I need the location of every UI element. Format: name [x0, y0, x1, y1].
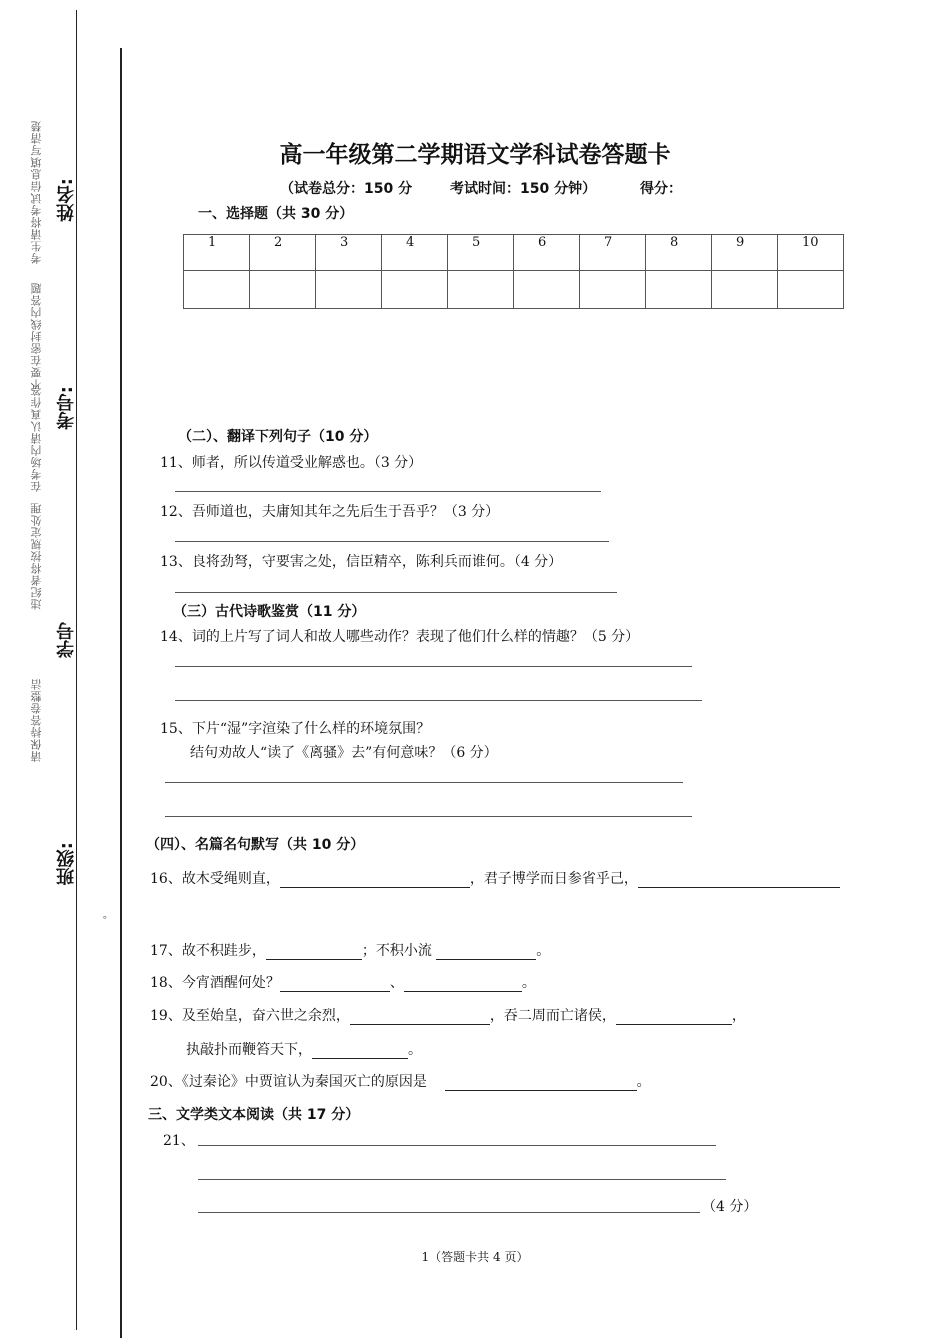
q20-text-a: 20、《过秦论》中贾谊认为秦国灭亡的原因是 — [150, 1074, 427, 1090]
q17-end: 。 — [536, 943, 551, 959]
section2-heading: （二）、翻译下列句子（10 分） — [178, 429, 378, 445]
answer-line-21a[interactable] — [198, 1145, 716, 1146]
page-number: 1（答题卡共 4 页） — [421, 1250, 529, 1264]
side-note-4: 违纪者将按规定处理 — [30, 502, 43, 610]
mc-col-2: 2 — [250, 235, 316, 271]
section1-heading: 一、选择题（共 30 分） — [198, 206, 354, 222]
question-19 — [150, 1005, 746, 1025]
question-21: 21、 — [163, 1133, 195, 1149]
question-18 — [150, 972, 536, 992]
name-label: 姓名: — [56, 178, 77, 222]
mc-col-9: 9 — [712, 235, 778, 271]
mc-answer-cell[interactable] — [646, 271, 712, 309]
mc-col-7: 7 — [580, 235, 646, 271]
mc-answer-cell[interactable] — [316, 271, 382, 309]
question-19-cont — [186, 1039, 422, 1059]
q19-blank-2[interactable] — [616, 1010, 732, 1025]
answer-line-12[interactable] — [175, 541, 609, 542]
question-12: 12、吾师道也，夫庸知其年之先后生于吾乎？（3 分） — [160, 504, 500, 520]
q20-end: 。 — [636, 1074, 651, 1090]
answer-line-15b[interactable] — [165, 816, 692, 817]
q19-text-b: ，吞二周而亡诸侯， — [489, 1008, 616, 1024]
q18-blank-2[interactable] — [404, 977, 522, 992]
mc-header-row — [184, 235, 844, 271]
student-no-label: 学号 — [56, 622, 77, 658]
total-score: （试卷总分：150 分 — [280, 181, 413, 197]
answer-line-15a[interactable] — [165, 782, 683, 783]
mc-col-5: 5 — [448, 235, 514, 271]
exam-no-label: 考号: — [56, 386, 77, 430]
q19-text-c: ， — [731, 1008, 746, 1024]
answer-line-13[interactable] — [175, 592, 617, 593]
side-note-3: 在考场内请认真作答 — [30, 384, 43, 492]
q19-text-a: 19、及至始皇，奋六世之余烈， — [150, 1008, 350, 1024]
mc-answer-row — [184, 271, 844, 309]
mc-answer-cell[interactable] — [712, 271, 778, 309]
question-17 — [150, 940, 550, 960]
q16-text-a: 16、故木受绳则直， — [150, 871, 280, 887]
q21-score: （4 分） — [702, 1199, 758, 1215]
page-title: 高一年级第二学期语文学科试卷答题卡 — [279, 142, 671, 168]
answer-line-11[interactable] — [175, 491, 601, 492]
q19-blank-3[interactable] — [312, 1044, 408, 1059]
mc-col-1: 1 — [184, 235, 250, 271]
mc-answer-cell[interactable] — [448, 271, 514, 309]
answer-line-14b[interactable] — [175, 700, 702, 701]
q18-blank-1[interactable] — [280, 977, 390, 992]
question-14: 14、词的上片写了词人和故人哪些动作？表现了他们什么样的情趣？（5 分） — [160, 629, 640, 645]
mc-answer-cell[interactable] — [580, 271, 646, 309]
question-11: 11、师者，所以传道受业解惑也。（3 分） — [160, 455, 423, 471]
q18-text-b: 、 — [389, 975, 404, 991]
mc-answer-table — [183, 234, 844, 309]
q17-blank-2[interactable] — [436, 945, 536, 960]
answer-line-21c[interactable] — [198, 1212, 700, 1213]
question-20 — [150, 1071, 651, 1091]
mc-col-4: 4 — [382, 235, 448, 271]
exam-time: 考试时间：150 分钟） — [450, 181, 597, 197]
answer-line-14a[interactable] — [175, 666, 692, 667]
question-16 — [150, 868, 840, 888]
q17-text-b: ；不积小流 — [361, 943, 432, 959]
mc-answer-cell[interactable] — [250, 271, 316, 309]
mc-answer-cell[interactable] — [184, 271, 250, 309]
section4-heading: （四）、名篇名句默写（共 10 分） — [146, 837, 365, 853]
q17-blank-1[interactable] — [266, 945, 362, 960]
q18-text-a: 18、今宵酒醒何处？ — [150, 975, 280, 991]
q19-end: 。 — [408, 1042, 422, 1058]
section3-heading: （三）古代诗歌鉴赏（11 分） — [173, 604, 366, 620]
mc-answer-cell[interactable] — [514, 271, 580, 309]
question-15a: 15、下片“湿”字渲染了什么样的环境氛围？ — [160, 721, 431, 737]
score-label: 得分： — [640, 181, 682, 197]
side-note-5: 请保持答卷整洁 — [30, 678, 43, 762]
section5-heading: 三、文学类文本阅读（共 17 分） — [148, 1107, 360, 1123]
q16-text-b: ，君子博学而日参省乎己， — [469, 871, 638, 887]
stray-mark: 。 — [103, 910, 113, 921]
q16-blank-2[interactable] — [638, 873, 840, 888]
q18-end: 。 — [521, 975, 536, 991]
side-note-1: 考生请将考试信息填写清楚 — [30, 120, 43, 264]
q17-text-a: 17、故不积跬步， — [150, 943, 266, 959]
mc-col-10: 10 — [778, 235, 844, 271]
q19-text-d: 执敲扑而鞭笞天下， — [186, 1042, 312, 1058]
q19-blank-1[interactable] — [350, 1010, 490, 1025]
answer-line-21b[interactable] — [198, 1179, 726, 1180]
side-note-2: 不要在密封线内答题 — [30, 282, 43, 390]
mc-answer-cell[interactable] — [778, 271, 844, 309]
mc-col-3: 3 — [316, 235, 382, 271]
class-label: 班级: — [56, 842, 77, 886]
mc-answer-cell[interactable] — [382, 271, 448, 309]
q16-blank-1[interactable] — [280, 873, 470, 888]
q20-blank[interactable] — [445, 1076, 637, 1091]
mc-col-8: 8 — [646, 235, 712, 271]
question-13: 13、良将劲弩，守要害之处，信臣精卒，陈利兵而谁何。（4 分） — [160, 554, 563, 570]
mc-col-6: 6 — [514, 235, 580, 271]
question-15b: 结句劝故人“读了《离骚》去”有何意味？（6 分） — [190, 745, 498, 761]
binding-line-inner — [120, 48, 122, 1338]
